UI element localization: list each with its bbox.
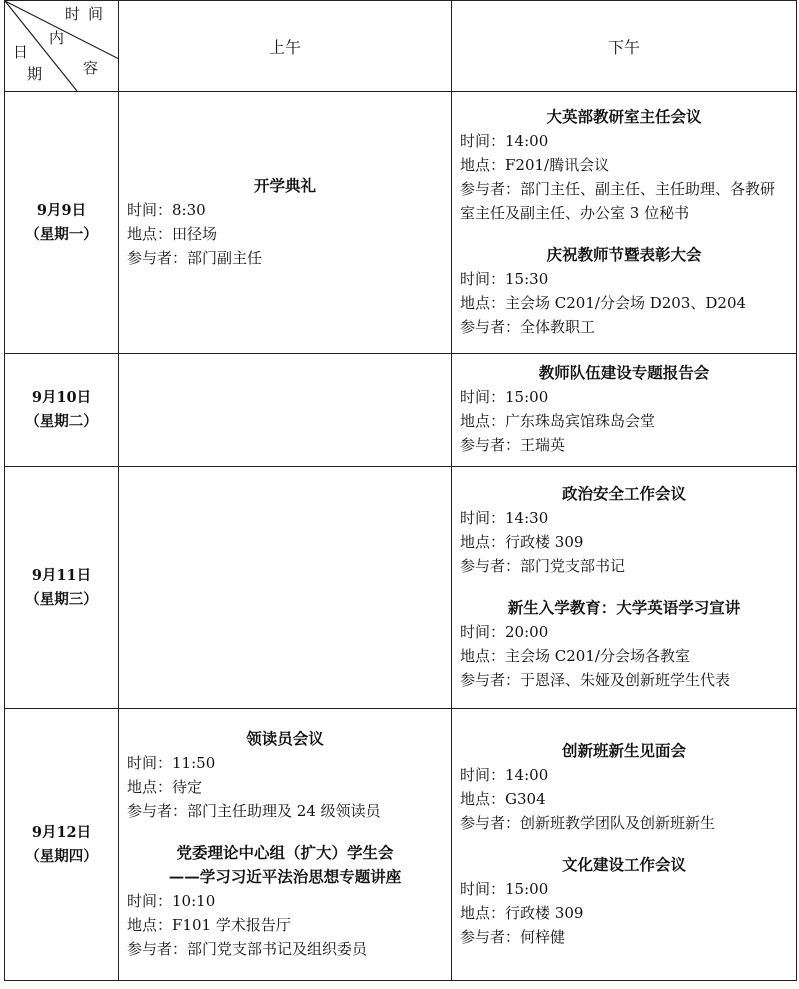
event-participants-label: 参与者： (460, 317, 521, 336)
event-participants: 部门党支部书记及组织委员 (187, 939, 368, 958)
event-participants: 何梓健 (520, 927, 566, 946)
event-time-line (460, 267, 788, 291)
event-time-label: 时间： (127, 200, 173, 219)
event-time-line (127, 198, 443, 222)
event-participants-line (460, 315, 788, 339)
event-location-line (460, 530, 788, 554)
event-location-line (460, 153, 788, 177)
date-label: 9月11日 (31, 566, 92, 584)
event-participants: 部门副主任 (187, 248, 263, 267)
event-participants-line (460, 433, 788, 457)
event-participants: 全体教职工 (520, 317, 596, 336)
event-location: 行政楼 309 (505, 903, 584, 922)
event-block (460, 853, 788, 949)
event-location-label: 地点： (127, 777, 173, 796)
event-participants-line (460, 554, 788, 578)
event-participants-line (460, 925, 788, 949)
event-location-label: 地点： (460, 903, 506, 922)
event-participants-label: 参与者： (460, 436, 521, 454)
schedule-row (5, 354, 797, 467)
event-location: 主会场 C201/分会场各教室 (505, 646, 690, 665)
event-participants-label: 参与者： (460, 556, 521, 575)
date-cell (5, 467, 119, 709)
event-location-line (127, 222, 443, 246)
event-time-line (460, 506, 788, 530)
corner-label-content-2: 容 (83, 59, 99, 77)
event-time-line (460, 877, 788, 901)
event-participants: 于恩泽、朱娅及创新班学生代表 (520, 670, 731, 689)
event-location-label: 地点： (460, 155, 506, 174)
event-time: 15:30 (505, 269, 549, 288)
event-participants: 创新班教学团队及创新班新生 (520, 813, 716, 832)
morning-cell (119, 467, 452, 709)
corner-header-cell (5, 1, 119, 92)
event-time: 15:00 (505, 388, 549, 406)
event-block (460, 482, 788, 578)
event-location-line (127, 775, 443, 799)
schedule-row (5, 92, 797, 354)
event-time: 8:30 (172, 200, 206, 219)
event-title: 庆祝教师节暨表彰大会 (546, 244, 702, 264)
event-participants: 王瑞英 (520, 436, 566, 454)
event-participants-line (460, 177, 788, 225)
event-location: 行政楼 309 (505, 532, 584, 551)
morning-cell (119, 709, 452, 981)
event-location: 广东珠岛宾馆珠岛会堂 (505, 412, 656, 430)
event-participants-label: 参与者： (127, 248, 188, 267)
date-label: 9月12日 (31, 823, 92, 841)
event-time-line (460, 620, 788, 644)
event-time: 14:00 (505, 765, 549, 784)
event-block (460, 361, 788, 457)
event-location-line (127, 913, 443, 937)
weekday-label: （星期一） (25, 225, 98, 243)
afternoon-header: 下午 (452, 1, 797, 92)
corner-label-date-1: 日 (13, 43, 29, 61)
event-location: 田径场 (172, 224, 218, 243)
event-location-label: 地点： (460, 293, 506, 312)
event-title: 领读员会议 (246, 728, 324, 748)
afternoon-cell (452, 92, 797, 354)
event-time-label: 时间： (127, 753, 173, 772)
event-time: 14:00 (505, 131, 549, 150)
event-participants-label: 参与者： (460, 179, 521, 198)
event-participants: 部门主任、副主任、主任助理、各教研室主任及副主任、办公室 3 位秘书 (460, 179, 776, 222)
event-title: 新生入学教育：大学英语学习宣讲 (507, 597, 741, 617)
event-time-label: 时间： (460, 508, 506, 527)
event-subtitle: ——学习习近平法治思想专题讲座 (168, 866, 402, 886)
event-title: 开学典礼 (253, 175, 316, 195)
event-block (460, 105, 788, 225)
event-time: 15:00 (505, 879, 549, 898)
event-block (460, 243, 788, 339)
schedule-row (5, 709, 797, 981)
event-participants-label: 参与者： (460, 927, 521, 946)
event-location-label: 地点： (460, 646, 506, 665)
event-title: 教师队伍建设专题报告会 (538, 363, 710, 382)
event-title: 文化建设工作会议 (561, 854, 686, 874)
event-location-label: 地点： (127, 224, 173, 243)
event-location: G304 (505, 789, 546, 808)
weekday-label: （星期四） (25, 847, 98, 865)
event-participants-label: 参与者： (460, 670, 521, 689)
event-time-label: 时间： (460, 765, 506, 784)
event-participants-line (460, 811, 788, 835)
event-time: 11:50 (172, 753, 216, 772)
event-time-label: 时间： (460, 388, 506, 406)
event-location-label: 地点： (460, 789, 506, 808)
event-participants: 部门党支部书记 (520, 556, 626, 575)
event-title: 创新班新生见面会 (561, 740, 686, 760)
event-time-line (127, 751, 443, 775)
morning-cell (119, 92, 452, 354)
event-location-line (460, 291, 788, 315)
event-location-line (460, 901, 788, 925)
event-block (127, 174, 443, 270)
corner-label-content-1: 内 (49, 29, 65, 47)
event-block (460, 596, 788, 692)
event-location-label: 地点： (127, 915, 173, 934)
event-participants-label: 参与者： (127, 801, 188, 820)
event-location-line (460, 787, 788, 811)
event-time-label: 时间： (460, 269, 506, 288)
event-location: 待定 (172, 777, 203, 796)
event-location: 主会场 C201/分会场 D203、D204 (505, 293, 747, 312)
event-participants-line (460, 668, 788, 692)
afternoon-cell (452, 467, 797, 709)
event-location-line (460, 644, 788, 668)
corner-label-date-2: 期 (27, 65, 43, 83)
event-time-line (460, 129, 788, 153)
header-row (5, 1, 797, 92)
weekday-label: （星期三） (25, 590, 98, 608)
event-time-line (460, 763, 788, 787)
event-time-label: 时间： (460, 622, 506, 641)
date-cell (5, 92, 119, 354)
date-cell (5, 709, 119, 981)
event-location-line (460, 409, 788, 433)
event-participants-label: 参与者： (127, 939, 188, 958)
event-time: 14:30 (505, 508, 549, 527)
event-location: F201/腾讯会议 (505, 155, 610, 174)
event-time-line (460, 385, 788, 409)
event-time-line (127, 889, 443, 913)
event-participants-line (127, 246, 443, 270)
schedule-row (5, 467, 797, 709)
event-title: 大英部教研室主任会议 (546, 106, 702, 126)
date-label: 9月10日 (31, 389, 92, 406)
morning-cell (119, 354, 452, 467)
morning-header: 上午 (119, 1, 452, 92)
event-time-label: 时间： (460, 879, 506, 898)
schedule-table (4, 0, 797, 981)
event-time: 10:10 (172, 891, 216, 910)
event-location-label: 地点： (460, 532, 506, 551)
event-time-label: 时间： (127, 891, 173, 910)
event-title: 党委理论中心组（扩大）学生会 (176, 842, 394, 862)
event-block (460, 739, 788, 835)
event-title: 政治安全工作会议 (561, 483, 686, 503)
event-time-label: 时间： (460, 131, 506, 150)
event-block (127, 841, 443, 961)
event-location: F101 学术报告厅 (172, 915, 291, 934)
event-participants-line (127, 799, 443, 823)
event-participants: 部门主任助理及 24 级领读员 (187, 801, 381, 820)
corner-label-time: 时间 (65, 5, 112, 23)
afternoon-cell (452, 354, 797, 467)
date-cell (5, 354, 119, 467)
event-participants-label: 参与者： (460, 813, 521, 832)
event-block (127, 727, 443, 823)
event-time: 20:00 (505, 622, 549, 641)
event-location-label: 地点： (460, 412, 506, 430)
afternoon-cell (452, 709, 797, 981)
event-participants-line (127, 937, 443, 961)
weekday-label: （星期二） (25, 413, 98, 430)
date-label: 9月9日 (36, 201, 87, 219)
